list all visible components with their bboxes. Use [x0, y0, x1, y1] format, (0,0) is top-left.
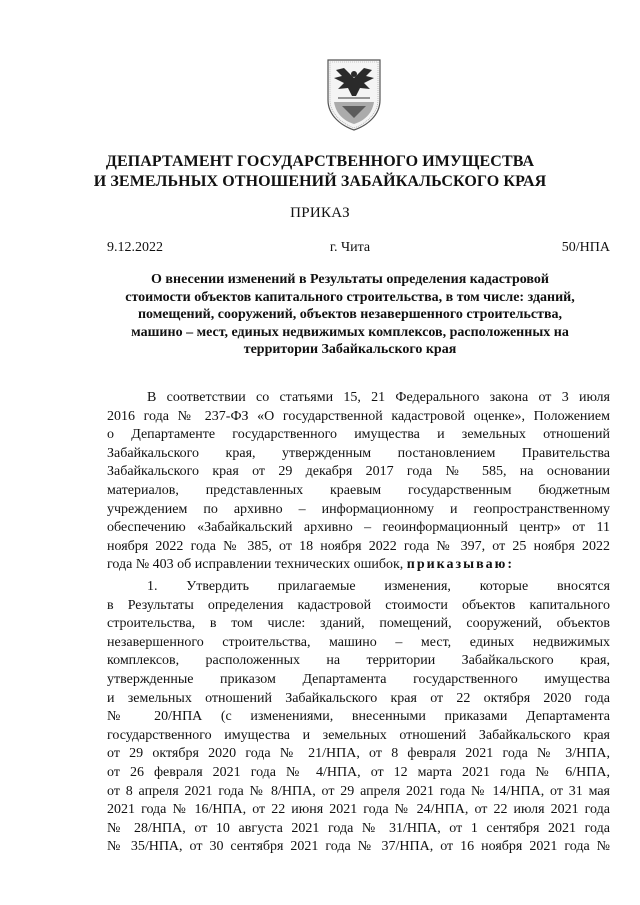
- item-line: № 35/НПА, от 30 сентября 2021 года № 37/НПА, от 16 ноября 2021 года №: [107, 839, 610, 855]
- document-type: ПРИКАЗ: [290, 205, 350, 221]
- document-city: г. Чита: [329, 240, 371, 255]
- item-line: 2021 года № 16/НПА, от 22 июня 2021 года № 24/НПА, от 22 июля 2021 года: [107, 802, 610, 818]
- preamble-last-line: [107, 556, 610, 575]
- preamble-line: материалов, представленных краевым государственным бюджетным: [107, 482, 610, 498]
- item-line: от 8 апреля 2021 года № 8/НПА, от 29 апреля 2021 года № 14/НПА, от 31 мая: [107, 783, 610, 799]
- title-line: машино – мест, единых недвижимых комплексов, расположенных на: [131, 324, 569, 340]
- title-line: О внесении изменений в Результаты определения кадастровой: [151, 272, 549, 287]
- preamble-line: Забайкальского края от 29 декабря 2017 года № 585, на основании: [107, 464, 610, 480]
- document-title: [100, 271, 600, 359]
- department-line-2: И ЗЕМЕЛЬНЫХ ОТНОШЕНИЙ ЗАБАЙКАЛЬСКОГО КРАЯ: [93, 173, 547, 190]
- coat-of-arms-icon: [322, 56, 386, 132]
- preamble-line: года № 403 об исправлении технических ошибок,: [107, 557, 404, 573]
- item-line: строительства, в том числе: зданий, помещений, сооружений, объектов: [107, 616, 610, 632]
- preamble-line: учреждением по архивно – информационному и геопространственному: [107, 501, 610, 517]
- item-1-paragraph: [107, 578, 610, 857]
- preamble-paragraph: [107, 389, 610, 575]
- preamble-line: ноября 2022 года № 385, от 18 ноября 2022 года № 397, от 25 ноября 2022: [107, 538, 610, 554]
- department-line-1: ДЕПАРТАМЕНТ ГОСУДАРСТВЕННОГО ИМУЩЕСТВА: [105, 153, 535, 170]
- preamble-line: обеспечению «Забайкальский архивно – геоинформационный центр» от 11: [107, 520, 610, 536]
- item-line: № 28/НПА, от 10 августа 2021 года № 31/НПА, от 1 сентября 2021 года: [107, 820, 610, 836]
- item-line: государственного имущества и земельных отношений Забайкальского края: [107, 727, 610, 743]
- title-line: территории Забайкальского края: [243, 342, 457, 357]
- document-number: 50/НПА: [561, 240, 610, 255]
- item-line: от 29 октября 2020 года № 21/НПА, от 8 февраля 2021 года № 3/НПА,: [107, 746, 610, 762]
- title-line: стоимости объектов капитального строительства, в том числе: зданий,: [125, 289, 575, 305]
- item-line: № 20/НПА (с изменениями, внесенными приказами Департамента: [107, 709, 610, 725]
- command-word: приказываю:: [406, 557, 515, 573]
- item-line: утвержденные приказом Департамента государственного имущества: [107, 671, 610, 687]
- item-line: и земельных отношений Забайкальского края от 22 октября 2020 года: [107, 690, 610, 706]
- preamble-line: Забайкальского края, утвержденным постановлением Правительства: [107, 445, 610, 461]
- item-line: в Результаты определения кадастровой стоимости объектов капитального: [107, 597, 610, 613]
- preamble-line: В соответствии со статьями 15, 21 Федерального закона от 3 июля: [147, 390, 610, 405]
- item-line: 1. Утвердить прилагаемые изменения, которые вносятся: [147, 579, 610, 594]
- item-line: от 26 февраля 2021 года № 4/НПА, от 12 марта 2021 года № 6/НПА,: [107, 764, 610, 780]
- preamble-line: 2016 года № 237-ФЗ «О государственной кадастровой оценке», Положением: [107, 408, 610, 424]
- title-line: помещений, сооружений, объектов незавершенного строительства,: [137, 307, 563, 322]
- department-name: [0, 152, 640, 192]
- preamble-line: о Департаменте государственного имущества и земельных отношений: [107, 427, 610, 443]
- document-date: 9.12.2022: [107, 240, 163, 255]
- item-line: комплексов, расположенных на территории Забайкальского края,: [107, 653, 610, 669]
- item-line: незавершенного строительства, машино – мест, единых недвижимых: [107, 634, 610, 650]
